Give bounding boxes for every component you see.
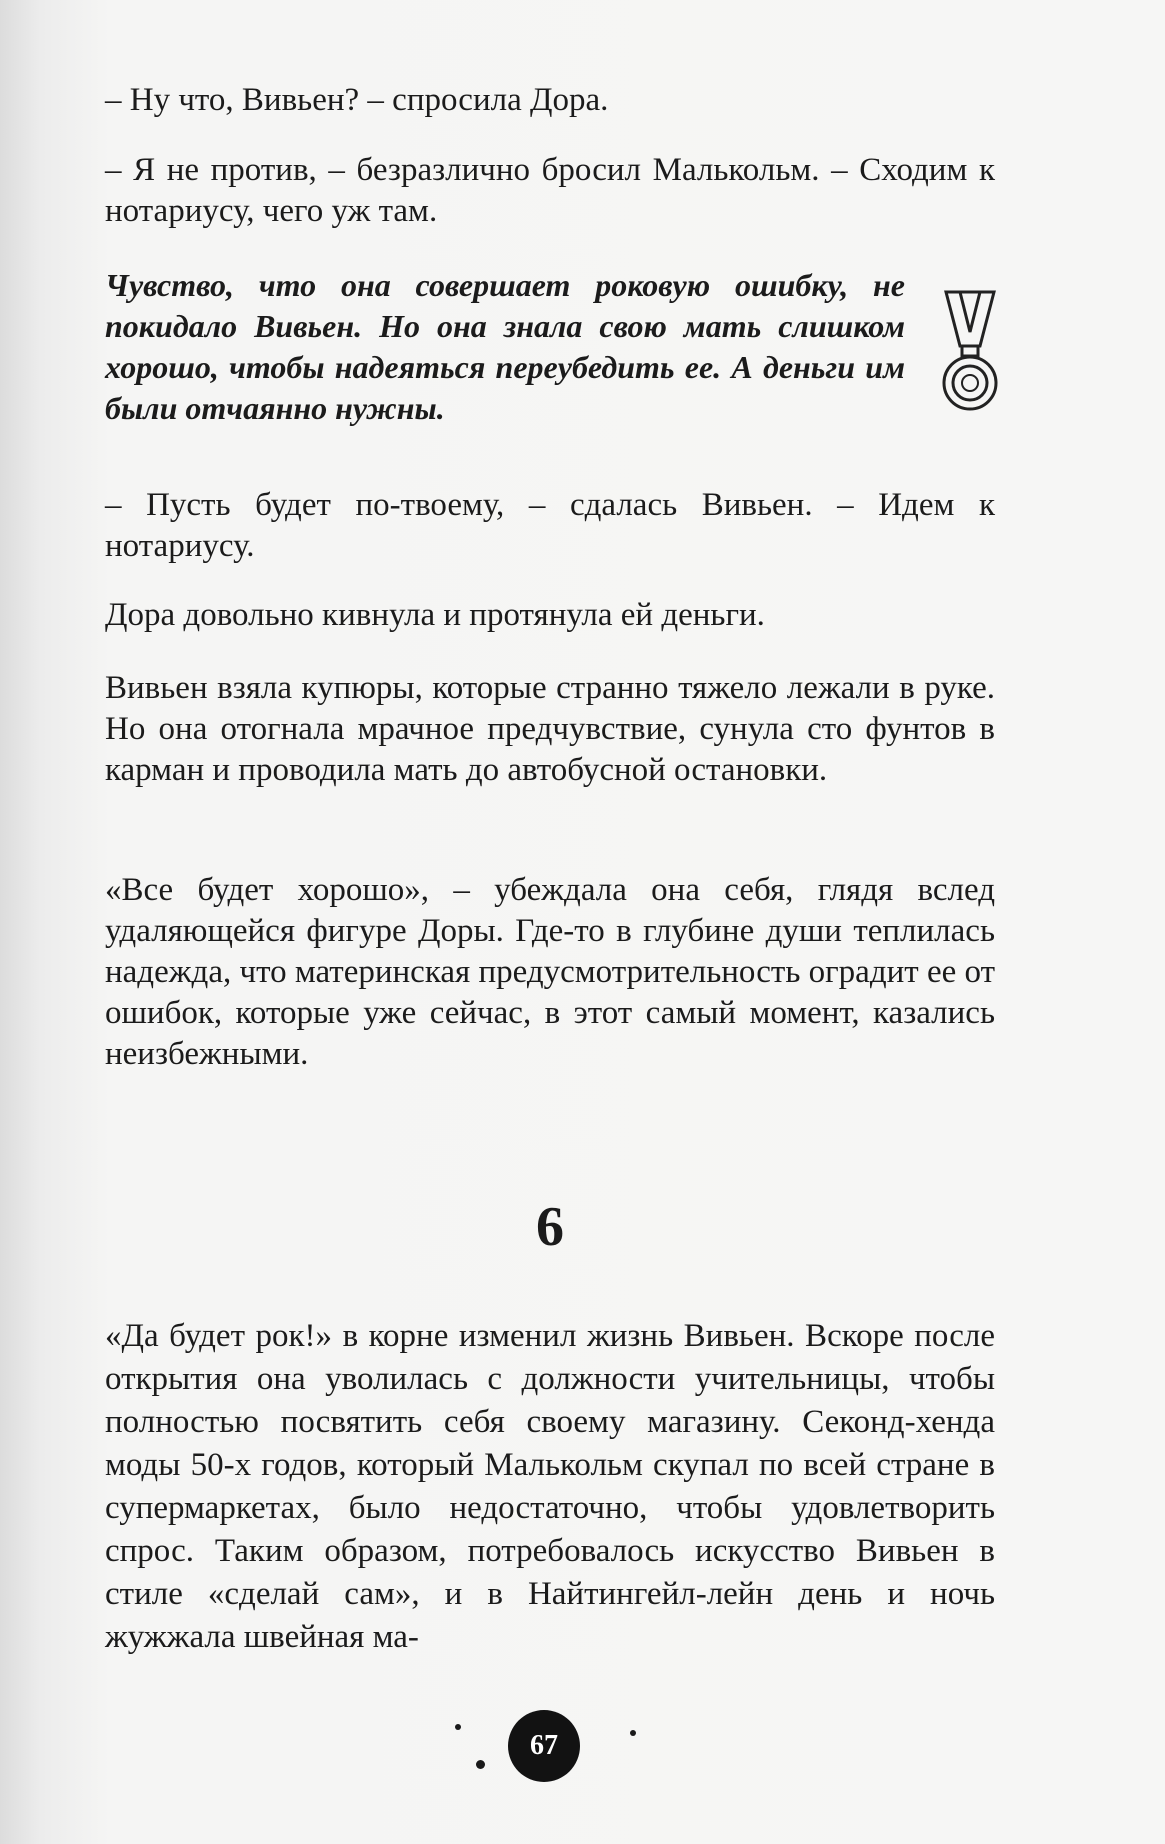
- medal-icon: [940, 288, 1000, 418]
- highlighted-passage: [105, 265, 905, 429]
- paragraph-4: – Пусть будет по-твоему, – сдалась Вивьен. – Идем к нотариусу.: [105, 487, 995, 564]
- dialogue-dora: [105, 80, 995, 121]
- page-number: 67: [508, 1710, 580, 1782]
- ornament-dot: [630, 1730, 636, 1736]
- narration-money: [105, 668, 995, 791]
- paragraph-1: – Ну что, Вивьен? – спросила Дора.: [105, 82, 609, 118]
- page-footer: [440, 1710, 660, 1790]
- dialogue-malcolm: [105, 150, 995, 232]
- paragraph-3: Чувство, что она совершает роковую ошибку, не покидало Вивьен. Но она знала свою мать слишком хорошо, чтобы надеяться переубедить ее. А деньги им были отчаянно нужны.: [105, 267, 905, 426]
- ornament-dot: [455, 1724, 461, 1730]
- narration-hope: [105, 870, 995, 1075]
- paragraph-5: Дора довольно кивнула и протянула ей деньги.: [105, 597, 765, 633]
- narration-dora: [105, 595, 995, 636]
- chapter-paragraph: «Да будет рок!» в корне изменил жизнь Вивьен. Вскоре после открытия она уволилась с должности учительницы, чтобы полностью посвятить себя своему магазину. Секонд-хенда моды 50-х годов, который Малькольм скупал по всей стране в супермаркетах, было недостаточно, чтобы удовлетворить спрос. Таким образом, потребовалось искусство Вивьен в стиле «сделай сам», и в Найтингейл-лейн день и ночь жужжала швейная ма-: [105, 1318, 995, 1655]
- chapter-heading: 6: [536, 1196, 564, 1258]
- dialogue-vivien: [105, 485, 995, 567]
- paragraph-6: Вивьен взяла купюры, которые странно тяжело лежали в руке. Но она отогнала мрачное предчувствие, сунула сто фунтов в карман и проводила мать до автобусной остановки.: [105, 670, 995, 788]
- ornament-dot: [476, 1760, 485, 1769]
- paragraph-7: «Все будет хорошо», – убеждала она себя, глядя вслед удаляющейся фигуре Доры. Где-то в глубине души теплилась надежда, что материнская предусмотрительность оградит ее от ошибок, которые уже сейчас, в этот самый момент, казались неизбежными.: [105, 872, 995, 1072]
- paragraph-2: – Я не против, – безразлично бросил Малькольм. – Сходим к нотариусу, чего уж там.: [105, 152, 995, 229]
- chapter-body: [105, 1315, 995, 1659]
